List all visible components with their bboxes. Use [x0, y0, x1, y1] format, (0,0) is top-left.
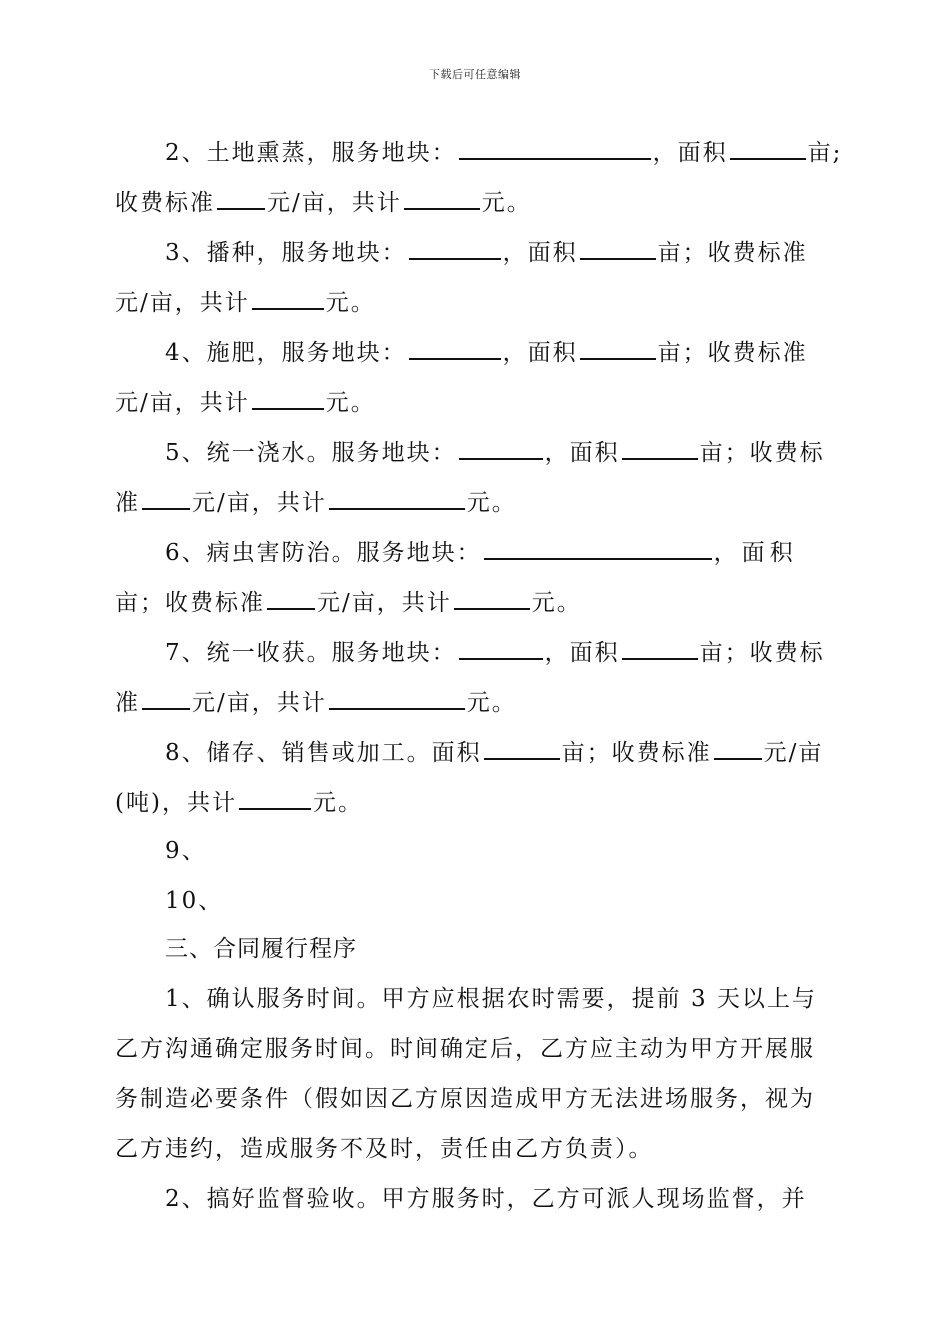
page-header: 下载后可任意编辑: [429, 68, 521, 81]
total-label: 元/亩，共计: [115, 390, 250, 416]
area-label: ，面积: [652, 140, 728, 166]
total-blank: [329, 486, 465, 510]
item-3-line-2: [115, 286, 837, 318]
area-blank: [622, 636, 698, 660]
total-label: 元/亩，共计: [192, 690, 327, 716]
item-5-line-2: [115, 486, 837, 518]
yuan-label: 元。: [325, 390, 376, 416]
paragraph-line: 2、搞好监督验收。甲方服务时，乙方可派人现场监督，并: [165, 1186, 807, 1212]
area-blank: [580, 336, 656, 360]
paragraph-line: 1、确认服务时间。甲方应根据农时需要，提前 3 天以上与: [165, 986, 817, 1012]
area-blank: [622, 436, 698, 460]
total-blank: [252, 386, 324, 410]
plot-blank: [409, 236, 501, 260]
total-blank: [239, 786, 311, 810]
item-8-line-1: [165, 736, 837, 768]
item-6-line-1: [165, 536, 837, 568]
plot-blank: [459, 436, 543, 460]
plot-blank: [484, 536, 712, 560]
fee-blank: [267, 586, 315, 610]
total-label: 元/亩，共计: [267, 190, 402, 216]
unit-label: 亩;: [807, 140, 843, 166]
item-2-line-1: [165, 136, 843, 168]
item-8-line-2: [115, 786, 837, 818]
fee-label: 亩；收费标准: [657, 240, 808, 266]
total-blank: [329, 686, 465, 710]
area-label: ，面积: [544, 640, 620, 666]
item-3-label: 3、播种，服务地块：: [165, 240, 407, 266]
paragraph-line: 乙方违约，造成服务不及时，责任由乙方负责）。: [115, 1136, 654, 1162]
yuan-label: 元。: [531, 590, 582, 616]
area-label: ，面积: [502, 240, 578, 266]
item-5-label: 5、统一浇水。服务地块：: [165, 440, 457, 466]
section-3-title: 三、合同履行程序: [165, 936, 357, 962]
item-4-label: 4、施肥，服务地块：: [165, 340, 407, 366]
total-label: 元/亩，共计: [192, 490, 327, 516]
fee-label: 收费标准: [115, 190, 215, 216]
unit-label: 元/亩: [763, 740, 824, 766]
total-blank: [252, 286, 324, 310]
yuan-label: 元。: [325, 290, 376, 316]
yuan-label: 元。: [466, 490, 517, 516]
area-blank: [484, 736, 560, 760]
fee-blank: [714, 736, 762, 760]
fee-label: 亩；收费标准: [657, 340, 808, 366]
total-label: 元/亩，共计: [317, 590, 452, 616]
item-9: 9、: [165, 838, 207, 864]
fee-blank: [217, 186, 265, 210]
area-label: ，面积: [713, 540, 798, 566]
item-7-label: 7、统一收获。服务地块：: [165, 640, 457, 666]
item-2-line-2: [115, 186, 837, 218]
fee-label: 亩；收费标准: [561, 740, 712, 766]
yuan-label: 元。: [466, 690, 517, 716]
fee-label: 亩；收费标: [699, 440, 825, 466]
fee-blank: [142, 486, 190, 510]
area-label: ，面积: [502, 340, 578, 366]
item-6-line-2: [115, 586, 837, 618]
item-7-line-1: [165, 636, 837, 668]
item-7-line-2: [115, 686, 837, 718]
plot-blank: [409, 336, 501, 360]
plot-blank: [459, 136, 651, 160]
paragraph-line: 务制造必要条件（假如因乙方原因造成甲方无法进场服务，视为: [115, 1086, 815, 1112]
area-blank: [580, 236, 656, 260]
item-8-label: 8、储存、销售或加工。面积: [165, 740, 482, 766]
item-5-line-1: [165, 436, 837, 468]
fee-label: 亩；收费标: [699, 640, 825, 666]
yuan-label: 元。: [312, 790, 363, 816]
fee-blank: [142, 686, 190, 710]
fee-label: 亩；收费标准: [115, 590, 265, 616]
item-6-label: 6、病虫害防治。服务地块：: [165, 540, 482, 566]
fee-label-cont: 准: [115, 690, 140, 716]
total-blank: [454, 586, 530, 610]
item-4-line-2: [115, 386, 837, 418]
fee-label-cont: 准: [115, 490, 140, 516]
total-label: (吨)，共计: [115, 790, 237, 816]
area-label: ，面积: [544, 440, 620, 466]
yuan-label: 元。: [481, 190, 532, 216]
area-blank: [730, 136, 806, 160]
total-label: 元/亩，共计: [115, 290, 250, 316]
item-3-line-1: [165, 236, 837, 268]
total-blank: [404, 186, 480, 210]
paragraph-line: 乙方沟通确定服务时间。时间确定后，乙方应主动为甲方开展服: [115, 1036, 815, 1062]
item-4-line-1: [165, 336, 837, 368]
item-10: 10、: [165, 888, 224, 914]
item-2-label: 2、土地熏蒸，服务地块：: [165, 140, 457, 166]
plot-blank: [459, 636, 543, 660]
